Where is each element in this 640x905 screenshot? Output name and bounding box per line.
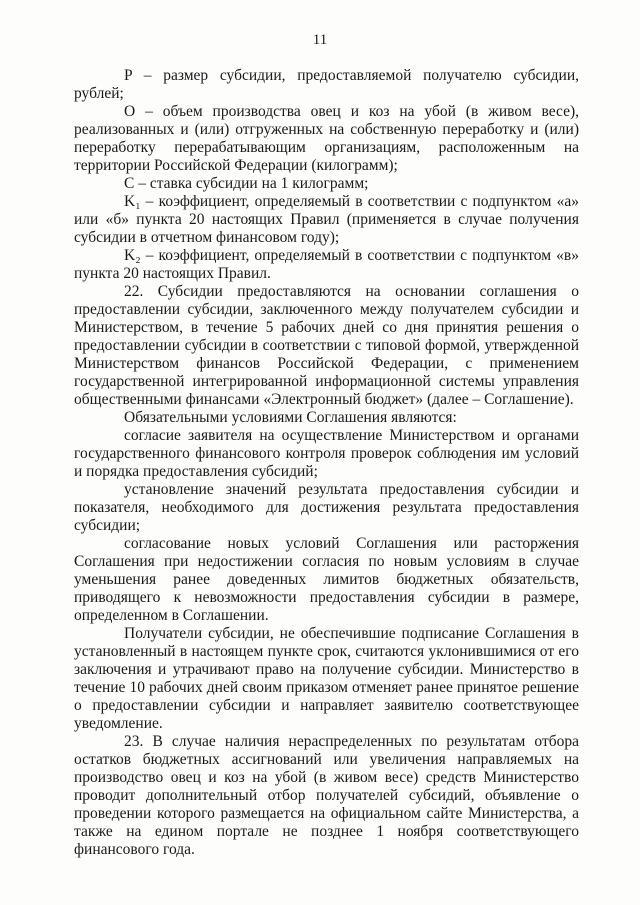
- paragraph-condition-result: установление значений результата предоставления субсидии и показателя, необходимого для достижения результата предоставления субсидии;: [74, 481, 579, 534]
- paragraph-k1-definition: K₁ – коэффициент, определяемый в соответствии с подпунктом «а» или «б» пункта 20 настоящих Правил (применяется в случае получения субсидии в отчетном финансовом году);: [74, 193, 579, 246]
- paragraph-condition-new-terms: согласование новых условий Соглашения или расторжения Соглашения при недостижении согласия по новым условиям в случае уменьшения ранее доведенных лимитов бюджетных обязательств, приводящего к невозможности предоставления субсидии в размере, определенном в Соглашении.: [74, 535, 579, 624]
- document-body: [74, 67, 579, 859]
- paragraph-o-definition: О – объем производства овец и коз на убой (в живом весе), реализованных и (или) отгруженных на собственную переработку и (или) переработку перерабатывающим организациям, расположенным на территории Российской Федерации (килограмм);: [74, 103, 579, 174]
- paragraph-k2-definition: K₂ – коэффициент, определяемый в соответствии с подпунктом «в» пункта 20 настоящих Правил.: [74, 247, 579, 282]
- paragraph-condition-consent: согласие заявителя на осуществление Министерством и органами государственного финансового контроля проверок соблюдения им условий и порядка предоставления субсидий;: [74, 427, 579, 480]
- paragraph-p-definition: P – размер субсидии, предоставляемой получателю субсидии, рублей;: [74, 67, 579, 102]
- paragraph-recipients-evasion: Получатели субсидии, не обеспечившие подписание Соглашения в установленный в настоящем пункте срок, считаются уклонившимися от его заключения и утрачивают право на получение субсидии. Министерство в течение 10 рабочих дней своим приказом отменяет ранее принятое решение о предоставлении субсидии и направляет заявителю соответствующее уведомление.: [74, 625, 579, 732]
- paragraph-c-definition: С – ставка субсидии на 1 килограмм;: [124, 175, 369, 192]
- paragraph-mandatory-conditions: Обязательными условиями Соглашения являются:: [124, 409, 457, 426]
- page-number: 11: [312, 32, 328, 48]
- paragraph-22-agreement: 22. Субсидии предоставляются на основании соглашения о предоставлении субсидии, заключенного между получателем субсидии и Министерством, в течение 5 рабочих дней со дня принятия решения о предоставлении субсидии в соответствии с типовой формой, утвержденной Министерством финансов Российской Федерации, с применением государственной интегрированной информационной системы управления общественными финансами «Электронный бюджет» (далее – Соглашение).: [74, 283, 579, 408]
- paragraph-23-additional-selection: 23. В случае наличия нераспределенных по результатам отбора остатков бюджетных ассигнований или увеличения направляемых на производство овец и коз на убой (в живом весе) средств Министерство проводит дополнительный отбор получателей субсидий, объявление о проведении которого размещается на официальном сайте Министерства, а также на едином портале не позднее 1 ноября соответствующего финансового года.: [74, 733, 579, 858]
